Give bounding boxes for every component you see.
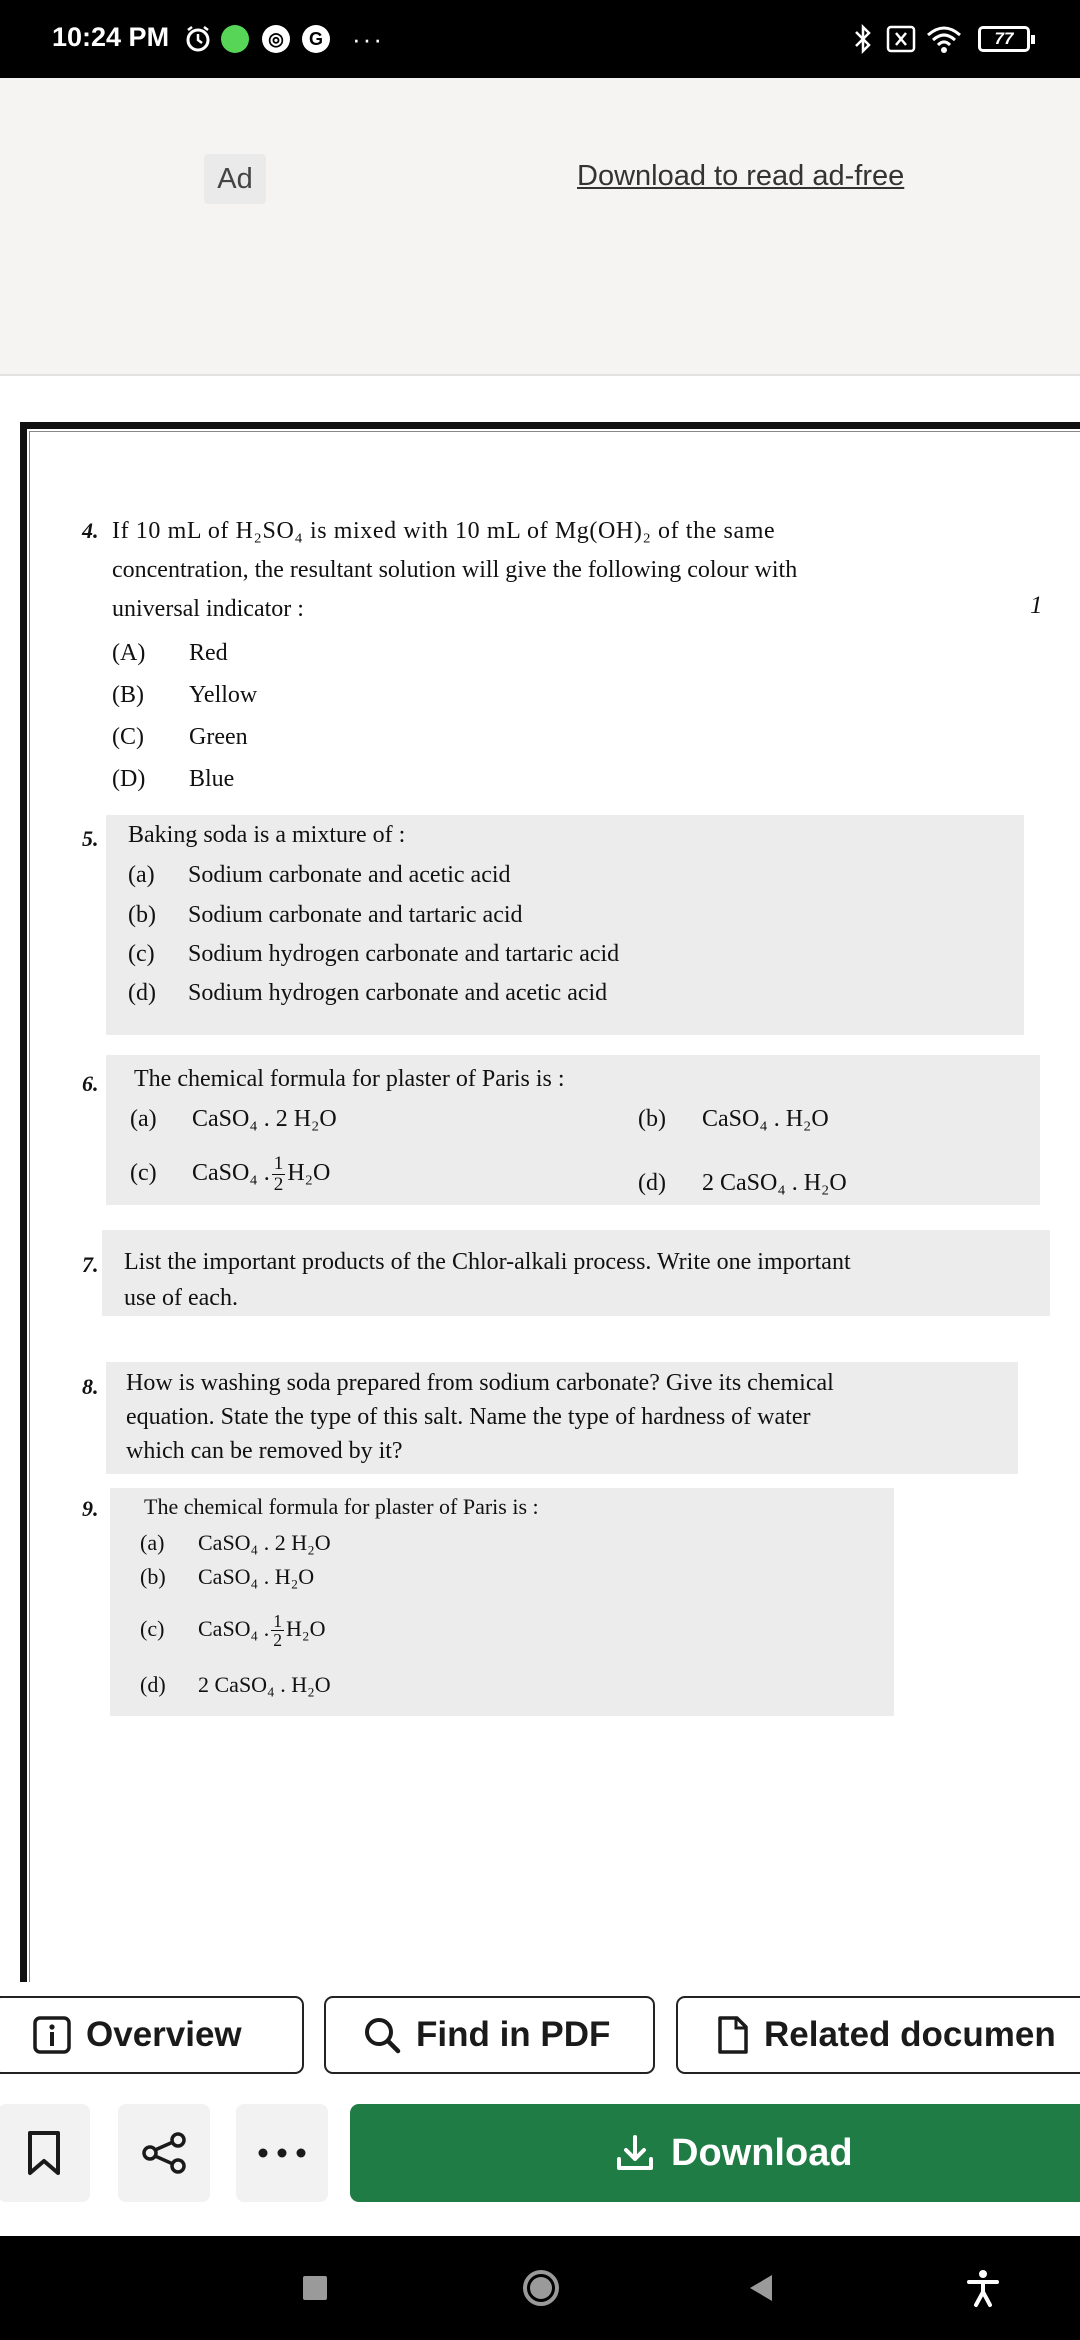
- option: [112, 724, 248, 751]
- option: [140, 1530, 331, 1556]
- option-text-post: H₂O: [286, 1616, 326, 1642]
- question-number: 4.: [82, 518, 99, 543]
- question-8-text: [126, 1366, 834, 1468]
- document-tabs: [0, 1996, 1080, 2074]
- option: [112, 682, 257, 709]
- option-text: 2 CaSO₄ . H₂O: [702, 1170, 847, 1196]
- question-line: universal indicator :: [112, 596, 304, 622]
- back-button[interactable]: [736, 2236, 786, 2340]
- question-7-text: [124, 1244, 851, 1316]
- info-icon: [32, 2015, 72, 2055]
- option-letter: (d): [638, 1170, 666, 1196]
- option: [140, 1672, 331, 1698]
- download-button[interactable]: [350, 2104, 1080, 2202]
- overview-tab[interactable]: [0, 1996, 304, 2074]
- option-letter: (c): [128, 941, 155, 967]
- option: [112, 766, 234, 793]
- option-letter: (d): [128, 980, 156, 1006]
- option-text-pre: CaSO₄ .: [192, 1160, 270, 1187]
- question-line: concentration, the resultant solution will give the following colour with: [112, 557, 798, 583]
- home-icon: [521, 2268, 561, 2308]
- option-text: Sodium carbonate and tartaric acid: [188, 902, 523, 928]
- home-button[interactable]: [516, 2236, 566, 2340]
- share-button[interactable]: [118, 2104, 210, 2202]
- question-number: 9.: [82, 1496, 99, 1521]
- option-letter: (b): [128, 902, 156, 928]
- fraction-numerator: 1: [273, 1611, 283, 1631]
- google-icon: G: [302, 24, 330, 54]
- option-letter: (D): [112, 766, 146, 792]
- recents-icon: [301, 2274, 329, 2302]
- fraction-denominator: 2: [273, 1630, 283, 1651]
- option-text: Yellow: [189, 682, 258, 708]
- option-letter: (B): [112, 682, 144, 708]
- status-bar: [0, 0, 1080, 78]
- wifi-icon: [926, 24, 962, 54]
- option-text: CaSO₄ . 2 H₂O: [198, 1530, 331, 1555]
- option-letter: (c): [140, 1616, 165, 1642]
- option-text: Sodium hydrogen carbonate and tartaric acid: [188, 941, 620, 967]
- option: [128, 980, 607, 1007]
- related-documents-tab[interactable]: [676, 1996, 1080, 2074]
- question-9-stem: The chemical formula for plaster of Paris is :: [144, 1494, 539, 1519]
- option: [130, 1154, 330, 1195]
- option: [128, 862, 511, 889]
- question-6-stem: The chemical formula for plaster of Paris is :: [134, 1066, 565, 1092]
- download-icon: [615, 2133, 655, 2173]
- question-5-stem: Baking soda is a mixture of :: [128, 822, 406, 848]
- more-options-button[interactable]: [236, 2104, 328, 2202]
- chrome-icon: ◎: [262, 24, 290, 54]
- search-icon: [362, 2015, 402, 2055]
- question-number: 6.: [82, 1071, 99, 1096]
- question-4-text: [112, 512, 992, 629]
- option: [130, 1106, 337, 1133]
- overview-tab-label: Overview: [86, 2015, 242, 2054]
- option-letter: (d): [140, 1672, 166, 1697]
- option-letter: (a): [128, 862, 155, 888]
- option: [128, 902, 523, 929]
- option: [638, 1106, 829, 1133]
- option-text-post: H₂O: [287, 1160, 331, 1187]
- bookmark-icon: [26, 2130, 62, 2176]
- ad-label: Ad: [204, 154, 266, 204]
- option-letter: (C): [112, 724, 144, 750]
- more-notifications-icon: ···: [352, 23, 384, 54]
- question-line: which can be removed by it?: [126, 1438, 403, 1464]
- option-text: CaSO₄ . H₂O: [198, 1564, 315, 1589]
- system-nav-bar: [0, 2236, 1080, 2340]
- fraction: [272, 1154, 286, 1195]
- question-marks: 1: [1030, 592, 1043, 619]
- option: [140, 1612, 325, 1650]
- option: [128, 941, 619, 968]
- sim-x-icon: [886, 24, 916, 54]
- question-line: If 10 mL of H₂SO₄ is mixed with 10 mL of Mg(OH)₂ of the same: [112, 518, 776, 544]
- more-horizontal-icon: [257, 2147, 307, 2159]
- option-text: Sodium carbonate and acetic acid: [188, 862, 511, 888]
- option-text: CaSO₄ . H₂O: [702, 1106, 829, 1132]
- find-in-pdf-tab[interactable]: [324, 1996, 655, 2074]
- option-text: CaSO₄ . 2 H₂O: [192, 1106, 337, 1132]
- option-text: Red: [189, 640, 228, 666]
- status-time: 10:24 PM: [52, 22, 170, 52]
- question-line: List the important products of the Chlor-alkali process. Write one important: [124, 1249, 851, 1275]
- bluetooth-icon: [852, 24, 874, 54]
- question-line: use of each.: [124, 1285, 238, 1311]
- app-notification-icon: [221, 24, 249, 54]
- ad-banner[interactable]: [0, 78, 1080, 376]
- download-button-label: Download: [671, 2131, 853, 2174]
- question-line: equation. State the type of this salt. Name the type of hardness of water: [126, 1404, 811, 1430]
- question-number: 5.: [82, 826, 99, 851]
- option-text: Sodium hydrogen carbonate and acetic acid: [188, 980, 608, 1006]
- option-letter: (A): [112, 640, 146, 666]
- option: [140, 1564, 314, 1590]
- fraction-denominator: 2: [273, 1174, 284, 1196]
- related-documents-tab-label: Related documen: [764, 2015, 1056, 2054]
- option-letter: (b): [140, 1564, 166, 1589]
- fraction: [271, 1612, 284, 1650]
- question-line: How is washing soda prepared from sodium carbonate? Give its chemical: [126, 1370, 834, 1396]
- option-letter: (b): [638, 1106, 666, 1132]
- fraction-numerator: 1: [273, 1153, 284, 1174]
- alarm-icon: [183, 24, 213, 54]
- option-letter: (a): [140, 1530, 165, 1555]
- find-in-pdf-tab-label: Find in PDF: [416, 2015, 611, 2054]
- option-text: 2 CaSO₄ . H₂O: [198, 1672, 331, 1697]
- option-letter: (c): [130, 1160, 157, 1187]
- option: [112, 640, 228, 667]
- document-icon: [716, 2015, 750, 2055]
- back-icon: [747, 2273, 775, 2303]
- bookmark-button[interactable]: [0, 2104, 90, 2202]
- share-icon: [140, 2131, 188, 2175]
- option: [638, 1170, 847, 1197]
- option-letter: (a): [130, 1106, 157, 1132]
- question-number: 7.: [82, 1252, 99, 1277]
- download-ad-free-link[interactable]: Download to read ad-free: [577, 160, 905, 192]
- accessibility-button[interactable]: [958, 2236, 1008, 2340]
- option-text: Green: [189, 724, 248, 750]
- battery-indicator: 77: [978, 26, 1030, 52]
- accessibility-icon: [966, 2268, 1000, 2308]
- option-text-pre: CaSO₄ .: [198, 1616, 270, 1642]
- question-number: 8.: [82, 1374, 99, 1399]
- action-bar: [0, 2104, 1080, 2202]
- option-text: Blue: [189, 766, 235, 792]
- recents-button[interactable]: [290, 2236, 340, 2340]
